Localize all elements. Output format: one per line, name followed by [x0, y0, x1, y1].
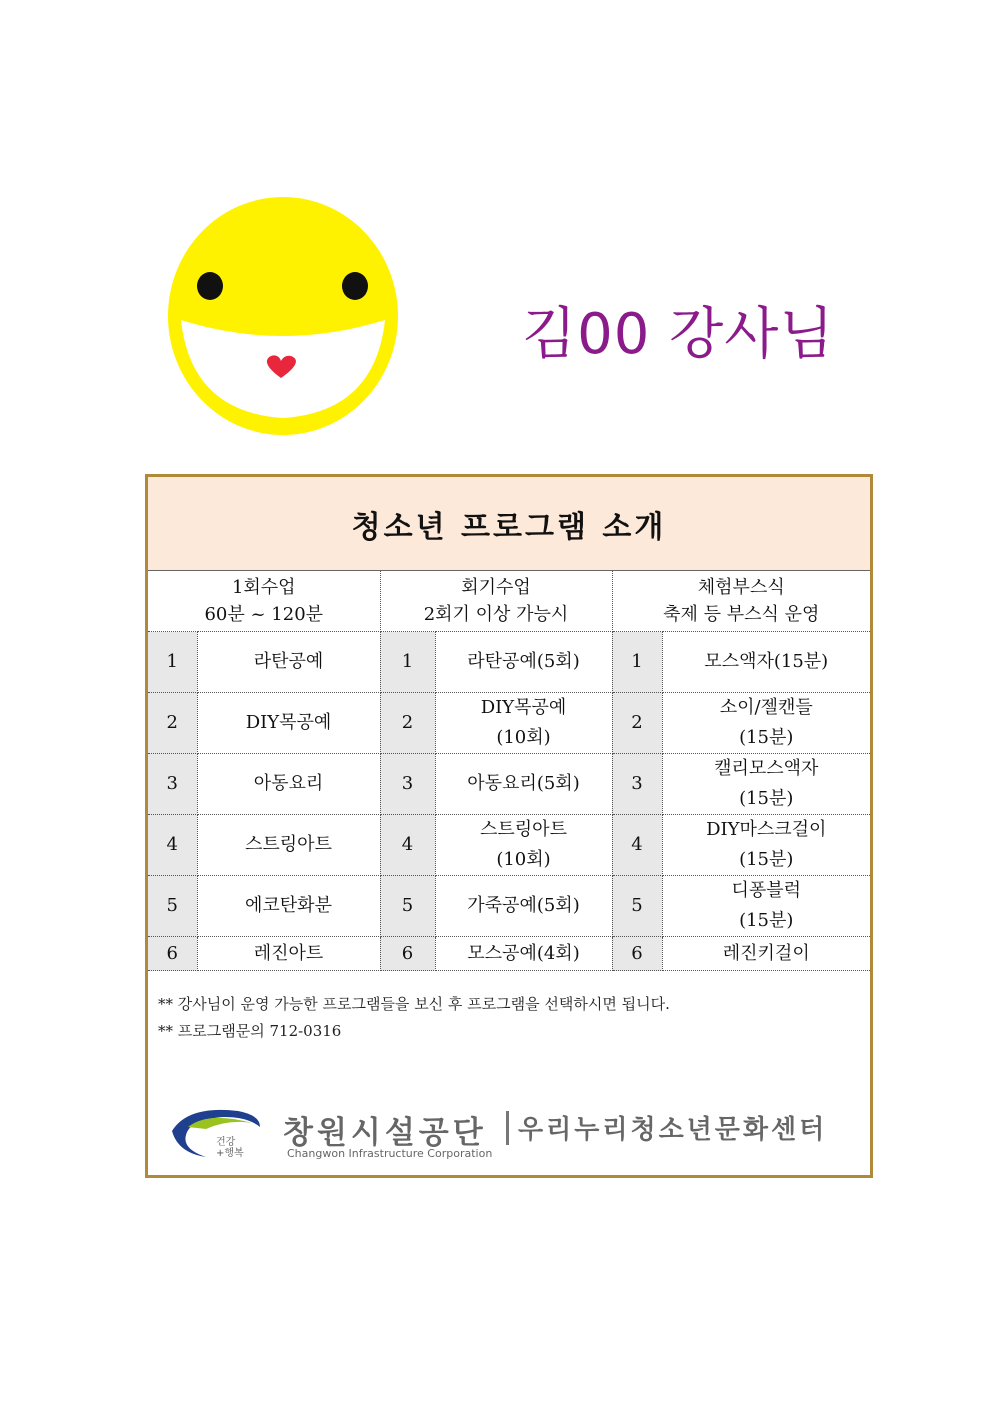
program-table [148, 571, 870, 971]
row-number-booth: 6 [612, 937, 662, 971]
note-line: ** 프로그램문의 712-0316 [158, 1022, 342, 1040]
program-line: 아동요리 [253, 773, 324, 794]
row-number-single: 4 [148, 815, 197, 876]
table-row [148, 815, 870, 876]
booth-program [662, 632, 870, 693]
notes [158, 991, 670, 1045]
program-line: 아동요리(5회) [467, 773, 580, 794]
table-row [148, 632, 870, 693]
logo-slogan [216, 1137, 244, 1159]
session-class-program [435, 632, 612, 693]
single-class-program [197, 754, 380, 815]
single-class-program [197, 815, 380, 876]
slogan-line: 건강 [216, 1137, 236, 1148]
program-line: (15분) [739, 727, 794, 748]
program-line: (15분) [739, 910, 794, 931]
program-line: 모스공예(4회) [467, 942, 580, 964]
row-number-single: 1 [148, 632, 197, 693]
program-line: 레진아트 [253, 942, 324, 964]
column-header-line: 축제 등 부스식 운영 [663, 604, 820, 625]
column-header-booth [612, 571, 870, 632]
program-line: 소이/젤캔들 [719, 697, 813, 718]
row-number-single: 3 [148, 754, 197, 815]
program-line: DIY목공예 [245, 712, 332, 733]
column-header-line: 2회기 이상 가능시 [423, 604, 569, 625]
column-header-single [148, 571, 380, 632]
column-header-session [380, 571, 612, 632]
session-class-program [435, 693, 612, 754]
program-line: (15분) [739, 849, 794, 870]
note-line: ** 강사님이 운영 가능한 프로그램들을 보신 후 프로그램을 선택하시면 됩니다. [158, 995, 670, 1013]
booth-program [662, 937, 870, 971]
smiley-face-icon [163, 192, 403, 440]
instructor-name: 김00 강사님 [522, 302, 835, 367]
program-line: 스트링아트 [480, 819, 567, 840]
session-class-program [435, 937, 612, 971]
program-line: 디퐁블럭 [731, 880, 802, 901]
program-line: 에코탄화분 [245, 895, 332, 916]
row-number-single: 2 [148, 693, 197, 754]
table-header-row [148, 571, 870, 632]
org-english-name: Changwon Infrastructure Corporation [287, 1147, 493, 1160]
program-line: 라탄공예(5회) [467, 651, 580, 672]
booth-program [662, 815, 870, 876]
row-number-booth: 4 [612, 815, 662, 876]
row-number-booth: 1 [612, 632, 662, 693]
row-number-session: 5 [380, 876, 435, 937]
row-number-booth: 2 [612, 693, 662, 754]
logo-divider [506, 1111, 509, 1145]
program-line: 스트링아트 [245, 834, 332, 855]
program-line: (15분) [739, 788, 794, 809]
table-row [148, 754, 870, 815]
organization-logo [168, 1101, 848, 1165]
program-frame [145, 474, 873, 1178]
table-row [148, 693, 870, 754]
session-class-program [435, 815, 612, 876]
row-number-session: 4 [380, 815, 435, 876]
single-class-program [197, 937, 380, 971]
program-line: DIY목공예 [480, 697, 567, 718]
row-number-booth: 3 [612, 754, 662, 815]
booth-program [662, 876, 870, 937]
row-number-booth: 5 [612, 876, 662, 937]
row-number-session: 1 [380, 632, 435, 693]
program-line: DIY마스크걸이 [706, 819, 827, 840]
single-class-program [197, 876, 380, 937]
booth-program [662, 693, 870, 754]
program-line: 모스액자(15분) [704, 651, 829, 672]
booth-program [662, 754, 870, 815]
column-header-line: 1회수업 [231, 577, 296, 598]
slogan-line: +행복 [216, 1148, 244, 1159]
row-number-session: 6 [380, 937, 435, 971]
row-number-single: 6 [148, 937, 197, 971]
row-number-single: 5 [148, 876, 197, 937]
session-class-program [435, 876, 612, 937]
session-class-program [435, 754, 612, 815]
program-line: 가죽공예(5회) [467, 895, 580, 916]
table-row [148, 937, 870, 971]
program-line: 레진키걸이 [722, 942, 810, 964]
program-line: 캘리모스액자 [714, 758, 819, 779]
row-number-session: 2 [380, 693, 435, 754]
column-header-line: 회기수업 [461, 577, 531, 598]
column-header-line: 체험부스식 [697, 577, 785, 598]
single-class-program [197, 693, 380, 754]
single-class-program [197, 632, 380, 693]
program-line: (10회) [496, 727, 551, 748]
program-line: 라탄공예 [253, 651, 324, 672]
table-row [148, 876, 870, 937]
row-number-session: 3 [380, 754, 435, 815]
program-title: 청소년 프로그램 소개 [148, 477, 870, 571]
org-name: 창원시설공단 [283, 1115, 487, 1151]
program-line: (10회) [496, 849, 551, 870]
center-name: 우리누리청소년문화센터 [518, 1115, 828, 1145]
column-header-line: 60분 ~ 120분 [204, 604, 324, 625]
